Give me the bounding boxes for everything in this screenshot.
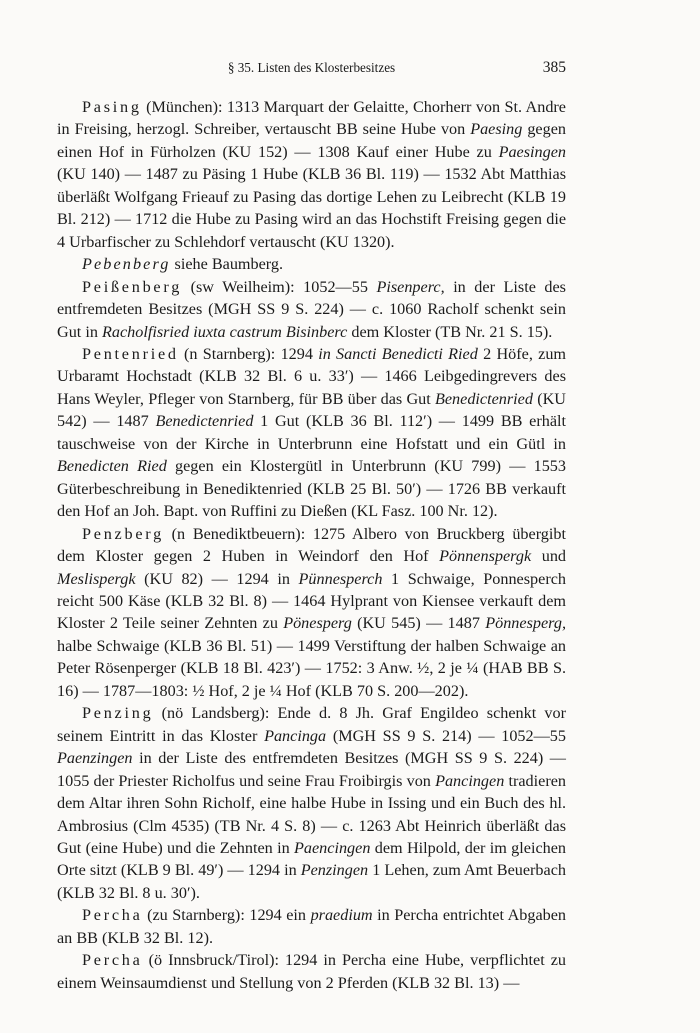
entry-text: und <box>531 547 567 566</box>
entry-text: 1 Lehen, zum Amt Beuerbach (KLB 32 Bl. 8 u. 30′). <box>57 861 566 902</box>
page-number: 385 <box>542 59 566 76</box>
entry-text: (sw Weilheim): 1052—55 <box>182 277 377 296</box>
entry-text: in Percha entrichtet Abgaben an BB (KLB 32 Bl. 12). <box>57 906 567 947</box>
text-column <box>57 96 566 994</box>
entry-headword: Peißenberg <box>82 277 183 296</box>
entry-text: (ö Innsbruck/Tirol): 1294 in Percha eine Hube, verpflichtet zu einem Weinsaumdienst und Stellung von 2 Pferden (KLB 32 Bl. 13) — <box>57 951 566 992</box>
entry-text: tradieren dem Altar ihren Sohn Richolf, eine halbe Hube in Issing und ein Buch des hl. Ambrosius (Clm 4535) (TB Nr. 4 S. 8) — c. 1263 Abt Heinrich überläßt das Gut (eine Hube) und die Zehnten in <box>57 771 566 857</box>
italic-term: Penzingen <box>300 861 369 880</box>
entry-text: dem Kloster (TB Nr. 21 S. 15). <box>347 322 553 341</box>
entry-headword: Pebenberg <box>82 255 171 274</box>
entry-paragraph <box>57 904 566 949</box>
entry-text: (KU 545) — 1487 <box>351 614 486 633</box>
entry-paragraph <box>57 276 566 343</box>
entry-paragraph <box>57 253 566 275</box>
italic-term: Pancingen <box>435 771 505 790</box>
italic-term: Racholfisried iuxta castrum Bisinberc <box>101 322 348 341</box>
italic-term: Meslispergk <box>57 569 136 588</box>
italic-term: Paenzingen <box>57 749 133 768</box>
entry-headword: Pasing <box>82 98 142 116</box>
entry-paragraph <box>57 702 566 904</box>
entry-paragraph <box>57 343 566 523</box>
italic-term: Pönnesperg, <box>485 614 566 633</box>
italic-term: Benedictenried <box>155 412 254 431</box>
italic-term: in Sancti Benedicti Ried <box>318 344 478 363</box>
entry-text: gegen ein Klostergütl in Unterbrunn (KU 799) — 1553 Güterbeschreibung in Benediktenried (KLB 25 Bl. 50′) — 1726 BB verkauft den Hof an Joh. Bapt. von Ruffini zu Dießen (KL Fasz. 100 Nr. 12). <box>57 457 566 521</box>
entry-text: (n Starnberg): 1294 <box>178 344 319 363</box>
entry-text: (zu Starnberg): 1294 ein <box>142 906 311 925</box>
italic-term: Pünnesperch <box>298 569 383 588</box>
entry-text: gegen einen Hof in Fürholzen (KU 152) — 1308 Kauf einer Hube zu <box>57 120 566 161</box>
italic-term: Pönnenspergk <box>439 547 532 566</box>
italic-term: Pisenperc, <box>376 277 445 296</box>
entry-text: siehe Baumberg. <box>170 255 284 274</box>
entry-text: (KU 82) — 1294 in <box>135 569 299 588</box>
entry-text: in der Liste des entfremdeten Besitzes (MGH SS 9 S. 224) — c. 1060 Racholf schenkt sein Gut in <box>57 277 566 341</box>
entry-text: halbe Schwaige (KLB 36 Bl. 51) — 1499 Verstiftung der halben Schwaige an Peter Rösenperger (KLB 18 Bl. 423′) — 1752: 3 Anw. ½, 2 je ¼ (HAB BB S. 16) — 1787—1803: ½ Hof, 2 je ¼ Hof (KLB 70 S. 200—202). <box>57 636 566 700</box>
entry-paragraph <box>57 523 566 703</box>
entry-text: (n Benediktbeuern): 1275 Albero von Bruckberg übergibt dem Kloster gegen 2 Huben in Weindorf den Hof <box>57 524 566 566</box>
running-head <box>57 60 566 82</box>
italic-term: Paesing <box>470 120 523 139</box>
entry-headword: Penzberg <box>82 524 164 543</box>
italic-term: Benedicten Ried <box>57 457 167 476</box>
entry-text: dem Hilpold, der im gleichen Orte sitzt (KLB 9 Bl. 49′) — 1294 in <box>57 838 567 880</box>
italic-term: Benedictenried <box>434 389 533 408</box>
entry-text: (München): 1313 Marquart der Gelaitte, Chorherr von St. Andre in Freising, herzogl. Schreiber, vertauscht BB seine Hube von <box>57 98 566 139</box>
entry-text: (KU 542) — 1487 <box>57 389 566 431</box>
entry-paragraph <box>57 96 566 253</box>
entry-text: (KU 140) — 1487 zu Päsing 1 Hube (KLB 36 Bl. 119) — 1532 Abt Matthias überläßt Wolfgang Frieauf zu Pasing das dortige Lehen zu Leibrecht (KLB 19 Bl. 212) — 1712 die Hube zu Pasing wird an das Hochstift Freising gegen die 4 Urbarfischer zu Schlehdorf vertauscht (KU 1320). <box>57 165 566 251</box>
entry-headword: Percha <box>82 951 143 970</box>
entry-headword: Percha <box>82 906 143 925</box>
entry-text: (MGH SS 9 S. 214) — 1052—55 <box>326 726 566 745</box>
entry-text: in der Liste des entfremdeten Besitzes (MGH SS 9 S. 224) — 1055 der Priester Richolfus und seine Frau Froibirgis von <box>57 749 566 790</box>
entry-text: 2 Höfe, zum Urbaramt Hochstadt (KLB 32 Bl. 6 u. 33′) — 1466 Leibgedingrevers des Hans Weyler, Pfleger von Starnberg, für BB über das Gut <box>57 344 567 408</box>
running-title: § 35. Listen des Klosterbesitzes <box>227 60 396 75</box>
italic-term: Pönesperg <box>283 614 352 633</box>
entry-text: (nö Landsberg): Ende d. 8 Jh. Graf Engildeo schenkt vor seinem Eintritt in das Kloster <box>57 704 566 745</box>
entry-paragraph <box>57 949 566 994</box>
entry-text: 1 Gut (KLB 36 Bl. 112′) — 1499 BB erhält tauschweise von der Kirche in Unterbrunn eine Hofstatt und ein Gütl in <box>57 412 567 453</box>
italic-term: praedium <box>310 906 373 925</box>
italic-term: Pancinga <box>264 726 327 745</box>
entry-headword: Pentenried <box>82 344 179 363</box>
entry-text: 1 Schwaige, Ponnesperch reicht 500 Käse (KLB 32 Bl. 8) — 1464 Hylprant von Kiensee verkauft dem Kloster 2 Teile seiner Zehnten zu <box>57 569 566 633</box>
italic-term: Paesingen <box>498 142 566 161</box>
italic-term: Paencingen <box>294 838 371 857</box>
entry-headword: Penzing <box>82 704 154 723</box>
